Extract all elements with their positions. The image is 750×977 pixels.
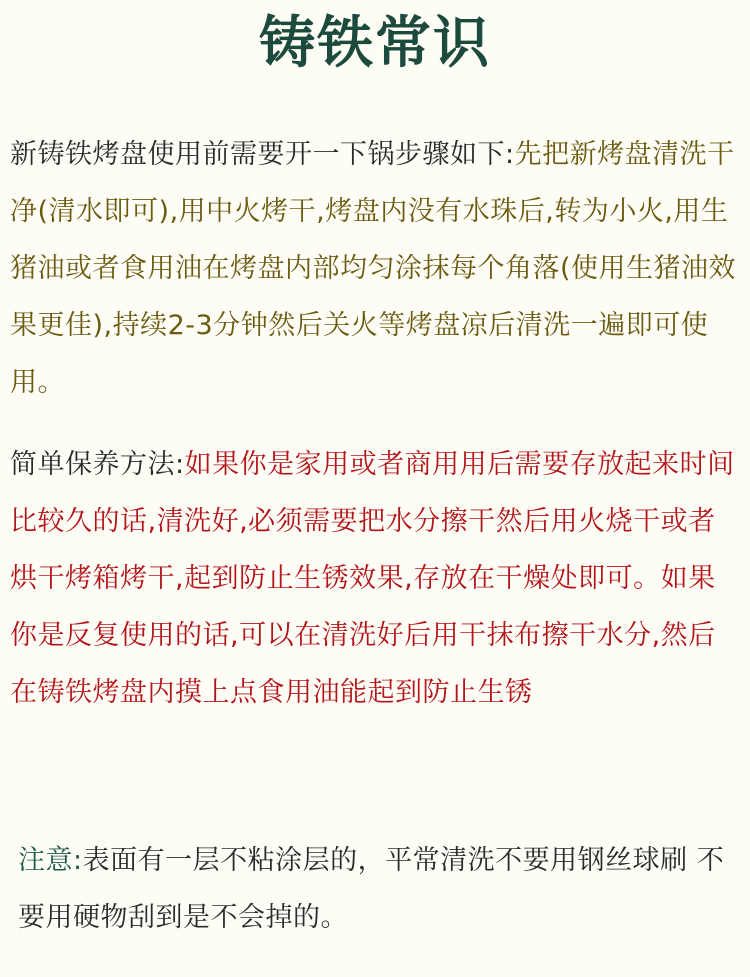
note-section	[18, 832, 740, 946]
seasoning-lead: 新铸铁烤盘使用前需要开一下锅步骤如下:	[10, 139, 515, 170]
note-lead: 注意:	[18, 845, 83, 876]
note-body: 表面有一层不粘涂层的，平常清洗不要用钢丝球刷 不要用硬物刮到是不会掉的。	[18, 845, 725, 933]
page-title: 铸铁常识	[259, 11, 491, 76]
seasoning-section	[10, 126, 740, 411]
maintenance-body: 如果你是家用或者商用用后需要存放起来时间比较久的话,清洗好,必须需要把水分擦干然后用火烧干或者烘干烤箱烤干,起到防止生锈效果,存放在干燥处即可。如果你是反复使用的话,可以在清洗好后用干抹布擦干水分,然后在铸铁烤盘内摸上点食用油能起到防止生锈	[10, 449, 735, 708]
maintenance-section	[10, 436, 740, 721]
maintenance-lead: 简单保养方法:	[10, 449, 185, 480]
seasoning-body: 先把新烤盘清洗干净(清水即可),用中火烤干,烤盘内没有水珠后,转为小火,用生猪油或者食用油在烤盘内部均匀涂抹每个角落(使用生猪油效果更佳),持续2-3分钟然后关火等烤盘凉后清洗一遍即可使用。	[10, 139, 737, 398]
